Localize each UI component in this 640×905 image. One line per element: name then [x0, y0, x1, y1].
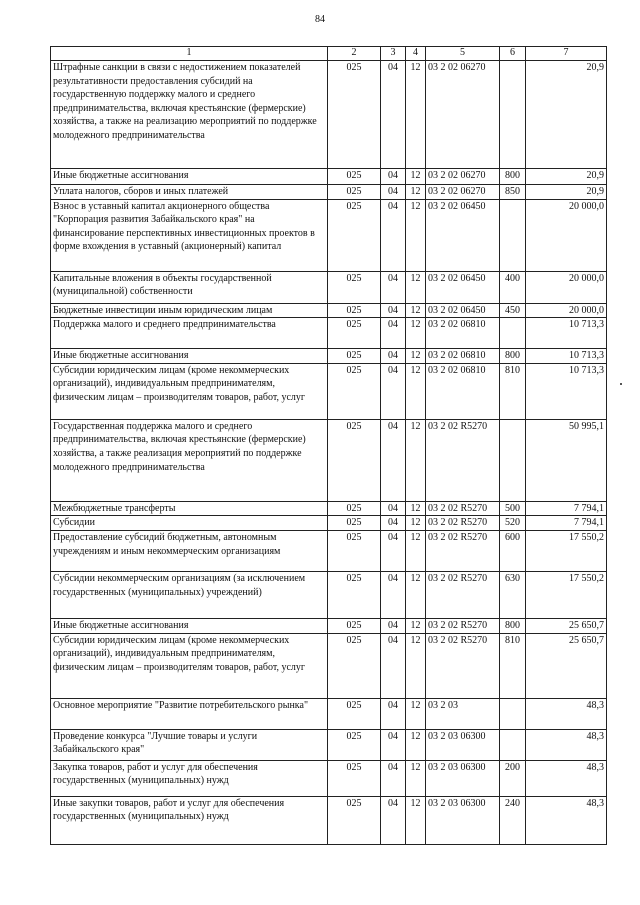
table-row — [51, 363, 607, 419]
row-expense-type-cell — [500, 729, 526, 760]
table-row — [51, 303, 607, 318]
row-grbs-cell: 025 — [328, 501, 381, 516]
row-subsection-cell: 12 — [406, 271, 426, 303]
row-grbs-cell: 025 — [328, 729, 381, 760]
row-section-cell: 04 — [381, 169, 406, 185]
row-subsection-cell: 12 — [406, 169, 426, 185]
row-target-article-cell: 03 2 02 06270 — [426, 61, 500, 169]
row-target-article-cell: 03 2 02 R5270 — [426, 571, 500, 618]
row-subsection-cell: 12 — [406, 516, 426, 531]
row-section-cell: 04 — [381, 516, 406, 531]
row-subsection-cell: 12 — [406, 501, 426, 516]
row-target-article-cell: 03 2 03 06300 — [426, 760, 500, 796]
table-row — [51, 698, 607, 729]
table-row — [51, 185, 607, 200]
table-row — [51, 61, 607, 169]
row-section-cell: 04 — [381, 199, 406, 271]
row-name-cell: Иные закупки товаров, работ и услуг для обеспечения государственных (муниципальных) нужд — [51, 796, 328, 844]
row-section-cell: 04 — [381, 530, 406, 571]
row-grbs-cell: 025 — [328, 698, 381, 729]
row-section-cell: 04 — [381, 760, 406, 796]
row-name-cell: Субсидии юридическим лицам (кроме некоммерческих организаций), индивидуальным предпринимателям, физическим лицам – производителям товаров, работ, услуг — [51, 633, 328, 698]
row-name-cell: Взнос в уставный капитал акционерного общества "Корпорация развития Забайкальского края" на финансирование перспективных инвестиционных проектов в форме вхождения в уставный (акционерный) капитал — [51, 199, 328, 271]
row-amount-cell: 10 713,3 — [526, 363, 607, 419]
row-grbs-cell: 025 — [328, 633, 381, 698]
row-amount-cell: 20 000,0 — [526, 271, 607, 303]
row-target-article-cell: 03 2 02 06810 — [426, 363, 500, 419]
row-name-cell: Закупка товаров, работ и услуг для обеспечения государственных (муниципальных) нужд — [51, 760, 328, 796]
row-amount-cell: 20,9 — [526, 61, 607, 169]
table-row — [51, 501, 607, 516]
row-target-article-cell: 03 2 02 R5270 — [426, 501, 500, 516]
row-target-article-cell: 03 2 02 06810 — [426, 349, 500, 364]
row-name-cell: Иные бюджетные ассигнования — [51, 169, 328, 185]
table-row — [51, 729, 607, 760]
row-grbs-cell: 025 — [328, 169, 381, 185]
header-cell: 2 — [328, 47, 381, 61]
row-section-cell: 04 — [381, 796, 406, 844]
header-cell: 1 — [51, 47, 328, 61]
row-expense-type-cell: 630 — [500, 571, 526, 618]
row-grbs-cell: 025 — [328, 530, 381, 571]
table-row — [51, 419, 607, 501]
row-subsection-cell: 12 — [406, 796, 426, 844]
row-name-cell: Иные бюджетные ассигнования — [51, 618, 328, 633]
row-amount-cell: 17 550,2 — [526, 571, 607, 618]
row-target-article-cell: 03 2 02 06450 — [426, 303, 500, 318]
row-name-cell: Бюджетные инвестиции иным юридическим лицам — [51, 303, 328, 318]
row-expense-type-cell: 800 — [500, 169, 526, 185]
row-amount-cell: 20,9 — [526, 169, 607, 185]
row-target-article-cell: 03 2 02 R5270 — [426, 419, 500, 501]
row-grbs-cell: 025 — [328, 185, 381, 200]
table-row — [51, 571, 607, 618]
row-section-cell: 04 — [381, 185, 406, 200]
row-amount-cell: 50 995,1 — [526, 419, 607, 501]
row-section-cell: 04 — [381, 698, 406, 729]
row-target-article-cell: 03 2 03 — [426, 698, 500, 729]
row-name-cell: Капитальные вложения в объекты государственной (муниципальной) собственности — [51, 271, 328, 303]
row-amount-cell: 48,3 — [526, 698, 607, 729]
row-name-cell: Государственная поддержка малого и среднего предпринимательства, включая крестьянские (фермерские) хозяйства, а также реализация мероприятий по поддержке молодежного предпринимательства — [51, 419, 328, 501]
row-name-cell: Поддержка малого и среднего предпринимательства — [51, 318, 328, 349]
row-amount-cell: 10 713,3 — [526, 318, 607, 349]
row-amount-cell: 25 650,7 — [526, 618, 607, 633]
row-subsection-cell: 12 — [406, 363, 426, 419]
row-section-cell: 04 — [381, 729, 406, 760]
row-name-cell: Субсидии — [51, 516, 328, 531]
row-section-cell: 04 — [381, 61, 406, 169]
row-expense-type-cell: 450 — [500, 303, 526, 318]
header-cell: 3 — [381, 47, 406, 61]
row-grbs-cell: 025 — [328, 199, 381, 271]
row-name-cell: Субсидии юридическим лицам (кроме некоммерческих организаций), индивидуальным предпринимателям, физическим лицам – производителям товаров, работ, услуг — [51, 363, 328, 419]
row-expense-type-cell: 800 — [500, 349, 526, 364]
row-subsection-cell: 12 — [406, 303, 426, 318]
row-target-article-cell: 03 2 02 06810 — [426, 318, 500, 349]
row-expense-type-cell — [500, 419, 526, 501]
row-target-article-cell: 03 2 02 06270 — [426, 169, 500, 185]
row-subsection-cell: 12 — [406, 729, 426, 760]
table-row — [51, 169, 607, 185]
table-row — [51, 796, 607, 844]
table-row — [51, 349, 607, 364]
row-subsection-cell: 12 — [406, 618, 426, 633]
row-amount-cell: 48,3 — [526, 729, 607, 760]
row-grbs-cell: 025 — [328, 516, 381, 531]
row-expense-type-cell: 850 — [500, 185, 526, 200]
row-amount-cell: 25 650,7 — [526, 633, 607, 698]
scan-mark — [620, 383, 622, 385]
row-name-cell: Штрафные санкции в связи с недостижением показателей результативности предоставления субсидий на государственную поддержку малого и среднего предпринимательства, включая крестьянские (фермерские) хозяйства, а также на реализацию мероприятий по поддержке молодежного предпринимательства — [51, 61, 328, 169]
row-section-cell: 04 — [381, 349, 406, 364]
row-amount-cell: 7 794,1 — [526, 516, 607, 531]
row-subsection-cell: 12 — [406, 633, 426, 698]
row-grbs-cell: 025 — [328, 571, 381, 618]
row-name-cell: Уплата налогов, сборов и иных платежей — [51, 185, 328, 200]
row-grbs-cell: 025 — [328, 271, 381, 303]
row-amount-cell: 20 000,0 — [526, 303, 607, 318]
row-section-cell: 04 — [381, 303, 406, 318]
row-grbs-cell: 025 — [328, 61, 381, 169]
row-target-article-cell: 03 2 02 R5270 — [426, 618, 500, 633]
row-grbs-cell: 025 — [328, 318, 381, 349]
row-name-cell: Предоставление субсидий бюджетным, автономным учреждениям и иным некоммерческим организациям — [51, 530, 328, 571]
row-grbs-cell: 025 — [328, 349, 381, 364]
header-cell: 4 — [406, 47, 426, 61]
row-grbs-cell: 025 — [328, 303, 381, 318]
row-section-cell: 04 — [381, 363, 406, 419]
header-cell: 7 — [526, 47, 607, 61]
row-name-cell: Субсидии некоммерческим организациям (за исключением государственных (муниципальных) учреждений) — [51, 571, 328, 618]
row-amount-cell: 20 000,0 — [526, 199, 607, 271]
row-section-cell: 04 — [381, 633, 406, 698]
row-grbs-cell: 025 — [328, 760, 381, 796]
row-section-cell: 04 — [381, 501, 406, 516]
table-row — [51, 633, 607, 698]
table-row — [51, 199, 607, 271]
row-subsection-cell: 12 — [406, 530, 426, 571]
row-amount-cell: 10 713,3 — [526, 349, 607, 364]
row-subsection-cell: 12 — [406, 419, 426, 501]
row-expense-type-cell: 240 — [500, 796, 526, 844]
row-target-article-cell: 03 2 02 06450 — [426, 271, 500, 303]
header-row — [51, 47, 607, 61]
row-subsection-cell: 12 — [406, 318, 426, 349]
row-target-article-cell: 03 2 03 06300 — [426, 729, 500, 760]
row-name-cell: Основное мероприятие "Развитие потребительского рынка" — [51, 698, 328, 729]
page-number: 84 — [315, 14, 325, 25]
row-expense-type-cell — [500, 698, 526, 729]
row-subsection-cell: 12 — [406, 61, 426, 169]
row-subsection-cell: 12 — [406, 349, 426, 364]
row-target-article-cell: 03 2 02 06450 — [426, 199, 500, 271]
row-grbs-cell: 025 — [328, 363, 381, 419]
row-name-cell: Проведение конкурса "Лучшие товары и услуги Забайкальского края" — [51, 729, 328, 760]
row-grbs-cell: 025 — [328, 796, 381, 844]
table-row — [51, 516, 607, 531]
row-expense-type-cell: 810 — [500, 363, 526, 419]
row-amount-cell: 7 794,1 — [526, 501, 607, 516]
row-subsection-cell: 12 — [406, 698, 426, 729]
row-target-article-cell: 03 2 02 06270 — [426, 185, 500, 200]
table-row — [51, 618, 607, 633]
row-target-article-cell: 03 2 02 R5270 — [426, 530, 500, 571]
row-expense-type-cell: 800 — [500, 618, 526, 633]
row-subsection-cell: 12 — [406, 185, 426, 200]
row-target-article-cell: 03 2 02 R5270 — [426, 633, 500, 698]
row-grbs-cell: 025 — [328, 618, 381, 633]
row-section-cell: 04 — [381, 571, 406, 618]
row-expense-type-cell: 500 — [500, 501, 526, 516]
row-section-cell: 04 — [381, 618, 406, 633]
table-row — [51, 318, 607, 349]
row-expense-type-cell — [500, 318, 526, 349]
row-subsection-cell: 12 — [406, 571, 426, 618]
row-target-article-cell: 03 2 02 R5270 — [426, 516, 500, 531]
row-expense-type-cell — [500, 61, 526, 169]
row-subsection-cell: 12 — [406, 199, 426, 271]
row-subsection-cell: 12 — [406, 760, 426, 796]
row-amount-cell: 20,9 — [526, 185, 607, 200]
table-row — [51, 271, 607, 303]
table-row — [51, 530, 607, 571]
row-target-article-cell: 03 2 03 06300 — [426, 796, 500, 844]
row-amount-cell: 48,3 — [526, 760, 607, 796]
table-row — [51, 760, 607, 796]
row-section-cell: 04 — [381, 271, 406, 303]
row-expense-type-cell — [500, 199, 526, 271]
row-expense-type-cell: 810 — [500, 633, 526, 698]
row-expense-type-cell: 200 — [500, 760, 526, 796]
row-grbs-cell: 025 — [328, 419, 381, 501]
table-body — [51, 61, 607, 845]
row-expense-type-cell: 400 — [500, 271, 526, 303]
row-expense-type-cell: 600 — [500, 530, 526, 571]
row-name-cell: Иные бюджетные ассигнования — [51, 349, 328, 364]
budget-table — [50, 46, 607, 845]
row-amount-cell: 48,3 — [526, 796, 607, 844]
header-cell: 6 — [500, 47, 526, 61]
row-expense-type-cell: 520 — [500, 516, 526, 531]
row-amount-cell: 17 550,2 — [526, 530, 607, 571]
row-section-cell: 04 — [381, 318, 406, 349]
row-section-cell: 04 — [381, 419, 406, 501]
row-name-cell: Межбюджетные трансферты — [51, 501, 328, 516]
header-cell: 5 — [426, 47, 500, 61]
